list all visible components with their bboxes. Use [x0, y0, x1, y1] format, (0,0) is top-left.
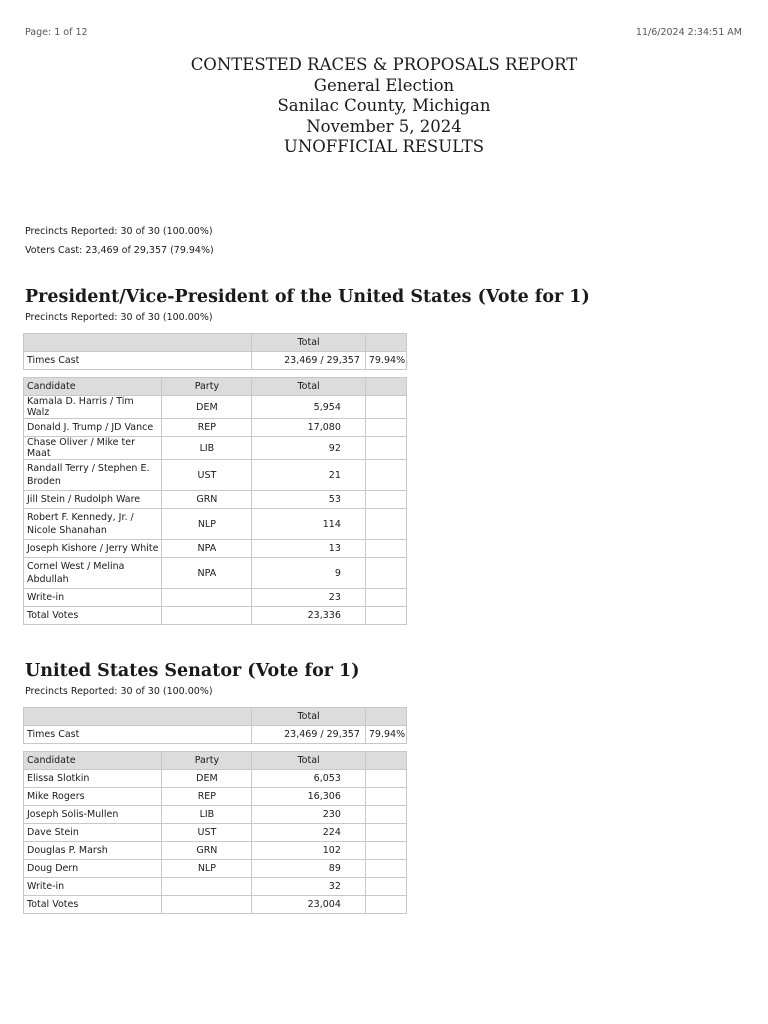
table-spacer	[24, 370, 407, 378]
total-votes-row	[24, 607, 407, 625]
candidate-extra-cell	[365, 509, 406, 540]
candidate-total: 23	[252, 589, 366, 607]
times-cast-label: Times Cast	[24, 352, 252, 370]
total-votes-extra	[365, 607, 406, 625]
race-section-senator	[0, 659, 768, 910]
total-votes-blank	[162, 896, 252, 914]
report-title-line: CONTESTED RACES & PROPOSALS REPORT	[190, 55, 578, 74]
candidate-total: 224	[252, 824, 366, 842]
table-spacer-cell	[24, 370, 407, 378]
candidate-column-header: Candidate	[24, 752, 162, 770]
candidate-total: 13	[252, 540, 366, 558]
candidate-name: Jill Stein / Rudolph Ware	[24, 491, 162, 509]
table-row	[24, 589, 407, 607]
table-row	[24, 806, 407, 824]
candidate-total: 102	[252, 842, 366, 860]
report-title	[0, 55, 768, 158]
total-votes-value: 23,004	[252, 896, 366, 914]
candidate-extra-cell	[365, 437, 406, 460]
page-number: Page: 1 of 12	[25, 27, 88, 38]
results-table	[23, 333, 407, 625]
candidate-name: Write-in	[24, 589, 162, 607]
party-column-header: Party	[162, 752, 252, 770]
candidate-name: Elissa Slotkin	[24, 770, 162, 788]
candidate-name: Joseph Solis-Mullen	[24, 806, 162, 824]
candidate-total: 114	[252, 509, 366, 540]
candidate-total: 32	[252, 878, 366, 896]
times-cast-label: Times Cast	[24, 726, 252, 744]
table-row	[24, 824, 407, 842]
header-blank-cell	[365, 378, 406, 396]
candidate-header-row	[24, 752, 407, 770]
table-spacer-cell	[24, 744, 407, 752]
table-row	[24, 437, 407, 460]
table-row	[24, 788, 407, 806]
race-section-president	[0, 285, 768, 621]
report-title-line: November 5, 2024	[306, 116, 462, 136]
race-title: President/Vice-President of the United States (Vote for 1)	[25, 287, 590, 307]
candidate-name: Dave Stein	[24, 824, 162, 842]
candidate-total: 53	[252, 491, 366, 509]
table-row	[24, 842, 407, 860]
candidate-total: 92	[252, 437, 366, 460]
header-blank-cell	[365, 752, 406, 770]
table-row	[24, 460, 407, 491]
times-cast-value: 23,469 / 29,357	[252, 726, 366, 744]
voters-cast: Voters Cast: 23,469 of 29,357 (79.94%)	[25, 245, 214, 256]
candidate-extra-cell	[365, 842, 406, 860]
candidate-party: REP	[162, 419, 252, 437]
table-row	[24, 770, 407, 788]
candidate-party: UST	[162, 824, 252, 842]
candidate-party: LIB	[162, 437, 252, 460]
table-row	[24, 860, 407, 878]
candidate-name: Douglas P. Marsh	[24, 842, 162, 860]
header-blank-cell	[365, 334, 406, 352]
candidate-party: NPA	[162, 558, 252, 589]
times-cast-percent: 79.94%	[365, 726, 406, 744]
table-row	[24, 509, 407, 540]
candidate-extra-cell	[365, 878, 406, 896]
candidate-extra-cell	[365, 396, 406, 419]
times-cast-row	[24, 352, 407, 370]
candidate-total: 17,080	[252, 419, 366, 437]
candidate-extra-cell	[365, 558, 406, 589]
candidate-party: UST	[162, 460, 252, 491]
total-column-header: Total	[252, 378, 366, 396]
candidate-party: REP	[162, 788, 252, 806]
table-row	[24, 419, 407, 437]
candidate-party	[162, 589, 252, 607]
candidate-name: Chase Oliver / Mike ter Maat	[24, 437, 162, 460]
total-votes-blank	[162, 607, 252, 625]
header-blank-cell	[24, 708, 252, 726]
candidate-name: Kamala D. Harris / Tim Walz	[24, 396, 162, 419]
race-title: United States Senator (Vote for 1)	[25, 661, 360, 681]
candidate-party: NPA	[162, 540, 252, 558]
total-column-header: Total	[252, 334, 366, 352]
header-blank-cell	[365, 708, 406, 726]
report-timestamp: 11/6/2024 2:34:51 AM	[635, 27, 742, 38]
candidate-party: NLP	[162, 860, 252, 878]
total-votes-value: 23,336	[252, 607, 366, 625]
candidate-total: 89	[252, 860, 366, 878]
candidate-party: GRN	[162, 491, 252, 509]
candidate-extra-cell	[365, 540, 406, 558]
candidate-name: Write-in	[24, 878, 162, 896]
candidate-name: Robert F. Kennedy, Jr. / Nicole Shanahan	[24, 509, 162, 540]
candidate-extra-cell	[365, 491, 406, 509]
party-column-header: Party	[162, 378, 252, 396]
candidate-name: Doug Dern	[24, 860, 162, 878]
times-cast-header-row	[24, 708, 407, 726]
candidate-extra-cell	[365, 860, 406, 878]
table-spacer	[24, 744, 407, 752]
candidate-extra-cell	[365, 419, 406, 437]
report-title-line: General Election	[313, 75, 455, 95]
candidate-name: Donald J. Trump / JD Vance	[24, 419, 162, 437]
header-blank-cell	[24, 334, 252, 352]
results-table	[23, 707, 407, 914]
candidate-party	[162, 878, 252, 896]
times-cast-value: 23,469 / 29,357	[252, 352, 366, 370]
candidate-total: 230	[252, 806, 366, 824]
total-column-header: Total	[252, 752, 366, 770]
candidate-party: DEM	[162, 770, 252, 788]
report-title-line: UNOFFICIAL RESULTS	[283, 137, 485, 156]
candidate-name: Joseph Kishore / Jerry White	[24, 540, 162, 558]
candidate-party: DEM	[162, 396, 252, 419]
candidate-total: 6,053	[252, 770, 366, 788]
total-column-header: Total	[252, 708, 366, 726]
candidate-extra-cell	[365, 788, 406, 806]
candidate-party: LIB	[162, 806, 252, 824]
table-row	[24, 491, 407, 509]
report-summary	[25, 222, 214, 260]
candidate-total: 5,954	[252, 396, 366, 419]
total-votes-row	[24, 896, 407, 914]
candidate-extra-cell	[365, 589, 406, 607]
candidate-party: GRN	[162, 842, 252, 860]
table-row	[24, 540, 407, 558]
candidate-extra-cell	[365, 806, 406, 824]
candidate-extra-cell	[365, 460, 406, 491]
race-precincts-reported: Precincts Reported: 30 of 30 (100.00%)	[25, 686, 213, 697]
candidate-party: NLP	[162, 509, 252, 540]
times-cast-percent: 79.94%	[365, 352, 406, 370]
candidate-name: Randall Terry / Stephen E. Broden	[24, 460, 162, 491]
candidate-name: Cornel West / Melina Abdullah	[24, 558, 162, 589]
times-cast-row	[24, 726, 407, 744]
precincts-reported: Precincts Reported: 30 of 30 (100.00%)	[25, 226, 213, 237]
table-row	[24, 396, 407, 419]
report-title-line: Sanilac County, Michigan	[277, 96, 491, 115]
candidate-extra-cell	[365, 770, 406, 788]
total-votes-label: Total Votes	[24, 607, 162, 625]
times-cast-header-row	[24, 334, 407, 352]
total-votes-label: Total Votes	[24, 896, 162, 914]
candidate-total: 9	[252, 558, 366, 589]
candidate-column-header: Candidate	[24, 378, 162, 396]
candidate-total: 21	[252, 460, 366, 491]
race-precincts-reported: Precincts Reported: 30 of 30 (100.00%)	[25, 312, 213, 323]
table-row	[24, 558, 407, 589]
total-votes-extra	[365, 896, 406, 914]
candidate-header-row	[24, 378, 407, 396]
table-row	[24, 878, 407, 896]
candidate-total: 16,306	[252, 788, 366, 806]
candidate-extra-cell	[365, 824, 406, 842]
candidate-name: Mike Rogers	[24, 788, 162, 806]
